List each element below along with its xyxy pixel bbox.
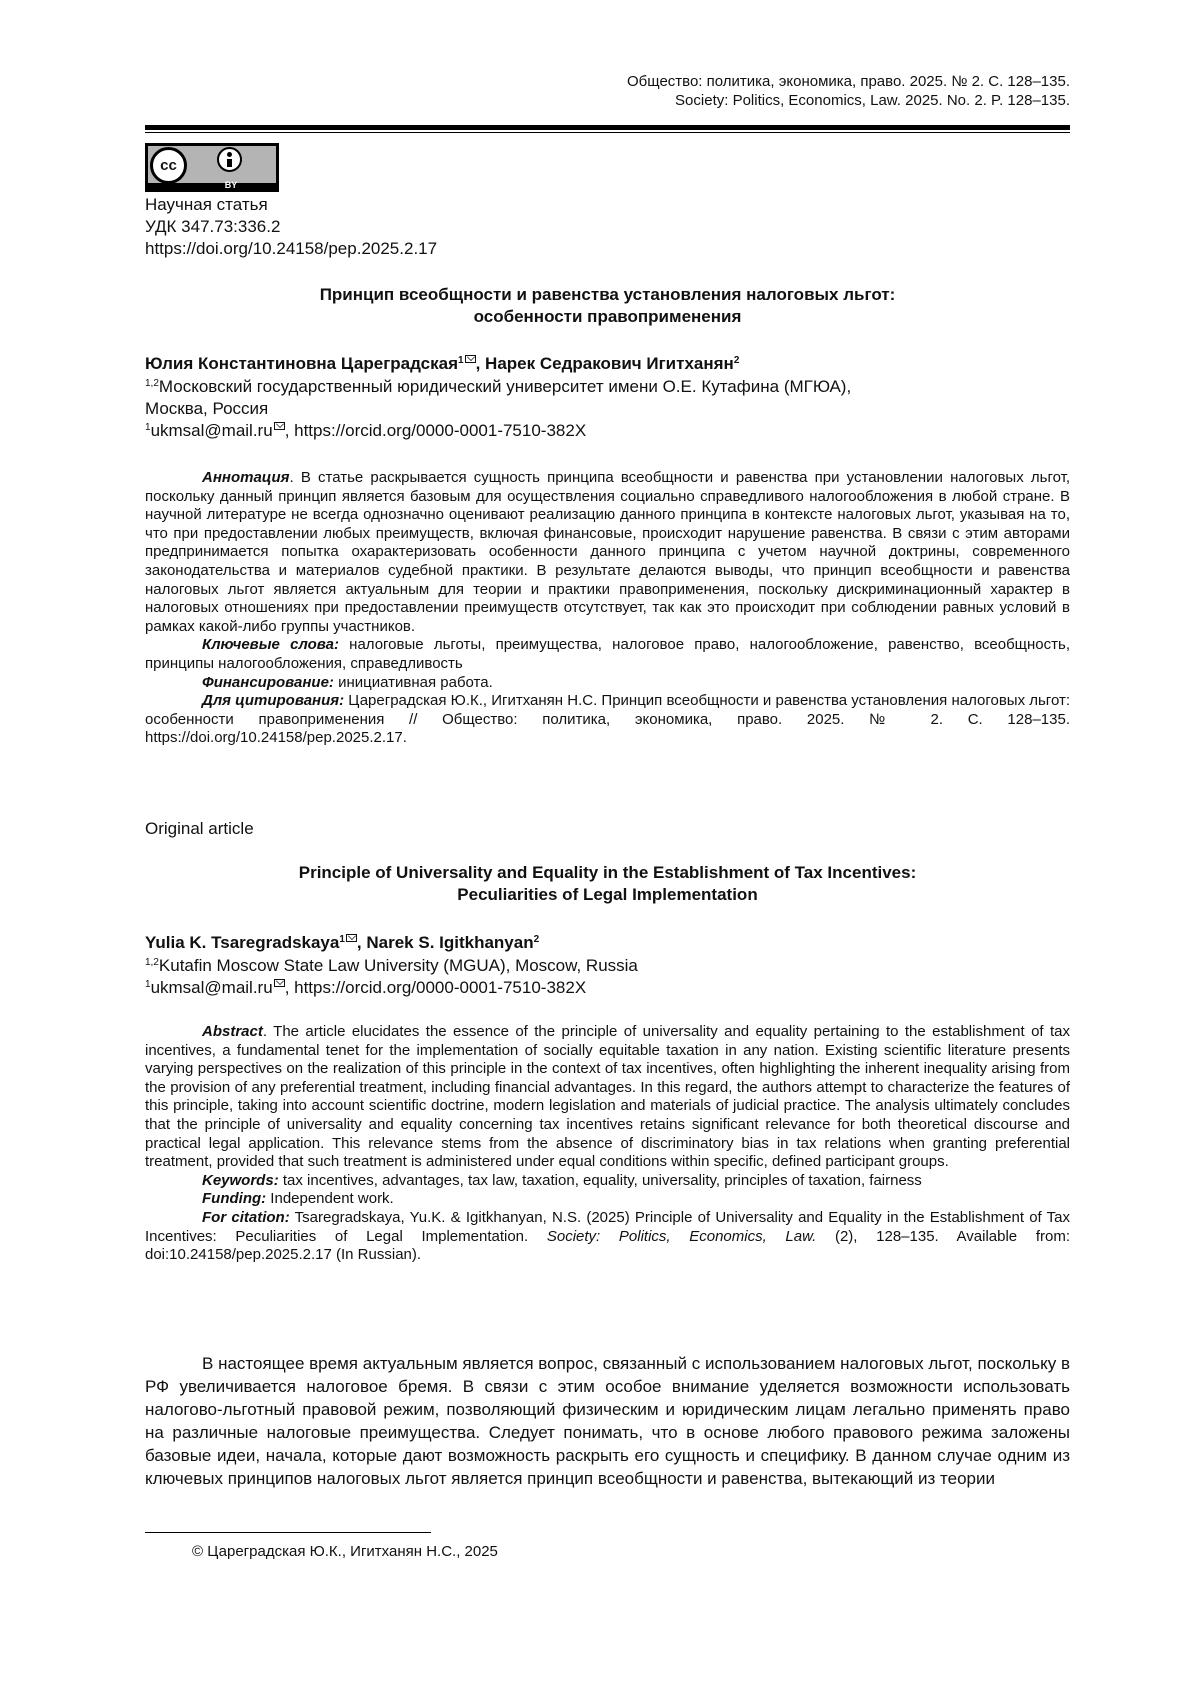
contact-en: $^1$ukmsal@mail.ru , https://orcid.org/0000-0001-7510-382X (145, 978, 587, 997)
title-en: Principle of Universality and Equality in the Establishment of Tax Incentives: Peculiarities of Legal Implementation (298, 863, 917, 904)
affiliation-ru: $^{1,2}$Московский государственный юридический университет имени О.Е. Кутафина (МГЮА), Москва, Россия $^1$ukmsal@mail.ru , https://orcid.org/0000-0001-7510-382X (145, 377, 852, 440)
envelope-icon (346, 934, 357, 942)
author2-name: Narek S. Igitkhanyan (366, 933, 534, 952)
abstract-en (145, 1023, 1070, 1265)
attribution-person-icon (217, 147, 242, 172)
citation-ru: Для цитирования: Цареградская Ю.К., Игитханян Н.С. Принцип всеобщности и равенства установления налоговых льгот: особенности правоприменения // Общество: политика, экономика, право. 2025. № 2. С. 128–135. https://doi.org/10.24158/pep.2025.2.17. (145, 692, 1070, 747)
copyright-footnote: © Цареградская Ю.К., Игитханян Н.С., 2025 (192, 1543, 498, 1560)
email-link[interactable]: ukmsal@mail.ru (150, 421, 273, 440)
envelope-icon (274, 979, 285, 987)
funding-en: Funding: Independent work. (202, 1190, 394, 1208)
authors-en: Yulia K. Tsaregradskaya$^1$ , Narek S. Igitkhanyan$^2$ (145, 933, 540, 952)
author1-name: Yulia K. Tsaregradskaya (145, 933, 340, 952)
body-paragraph: В настоящее время актуальным является вопрос, связанный с использованием налоговых льгот, поскольку в РФ увеличивается налоговое бремя. В связи с этим особое внимание уделяется возможности использовать налогово-льготный правовой режим, позволяющий физическим и юридическим лицам легально применять право на различные налоговые преимущества. Следует понимать, что в основе любого правового режима заложены базовые идеи, начала, которые дают возможность раскрыть его сущность и специфику. В данном случае одним из ключевых принципов налоговых льгот является принцип всеобщности и равенства, вытекающий из теории (145, 1354, 1070, 1488)
affiliation-en: $^{1,2}$Kutafin Moscow State Law University (MGUA), Moscow, Russia $^1$ukmsal@mail.ru , https://orcid.org/0000-0001-7510-382X (145, 956, 638, 997)
authors-ru: Юлия Константиновна Цареградская$^1$ , Нарек Седракович Игитханян$^2$ (145, 354, 740, 373)
by-label: BY (224, 180, 238, 190)
keywords-ru: Ключевые слова: налоговые льготы, преимущества, налоговое право, налогообложение, равенство, всеобщность, принципы налогообложения, справедливость (145, 636, 1070, 672)
keywords-en: Keywords: tax incentives, advantages, tax law, taxation, equality, universality, principles of taxation, fairness (202, 1171, 922, 1189)
running-head-en: Society: Politics, Economics, Law. 2025. No. 2. P. 128–135. (675, 92, 1070, 109)
running-head (145, 72, 1070, 110)
article-meta (145, 194, 437, 260)
orcid-link[interactable]: , https://orcid.org/0000-0001-7510-382X (284, 421, 587, 440)
envelope-icon (274, 422, 285, 430)
header-rule-thin (145, 132, 1070, 133)
citation-en: For citation: Tsaregradskaya, Yu.K. & Igitkhanyan, N.S. (2025) Principle of Universality and Equality in the Establishment of Tax Incentives: Peculiarities of Legal Implementation. Society: Politics, Economics, Law. (2), 128–135. Available from: doi:10.24158/pep.2025.2.17 (In Russian). (145, 1208, 1070, 1264)
udc-code: УДК 347.73:336.2 (145, 217, 281, 236)
author1-name: Юлия Константиновна Цареградская (145, 354, 459, 373)
orcid-link[interactable]: , https://orcid.org/0000-0001-7510-382X (284, 978, 587, 997)
article-type-ru: Научная статья (145, 195, 268, 214)
creative-commons-icon: cc (150, 147, 187, 184)
envelope-icon (465, 355, 476, 363)
abstract-ru-text: Аннотация. В статье раскрывается сущность принципа всеобщности и равенства при установлении налоговых льгот, поскольку данный принцип является базовым для осуществления социально справедливого налогообложения в любой стране. В научной литературе не всегда однозначно оценивают реализацию данного принципа в контексте налоговых льгот, указывая на то, что при предоставлении любых преимуществ, включая финансовые, происходит нарушение равенства. В связи с этим авторами предпринимается попытка охарактеризовать особенности данного принципа с учетом научной доктрины, современного законодательства и материалов судебной практики. В результате делаются выводы, что принцип всеобщности и равенства налоговых льгот является актуальным для теории и практики правоприменения, поскольку дискриминационный характер в налоговых отношениях при предоставлении преимуществ отсутствует, так как это происходит при соблюдении равных условий в рамках какой-либо группы участников. (145, 469, 1070, 635)
author2-name: Нарек Седракович Игитханян (485, 354, 734, 373)
doi-link[interactable]: https://doi.org/10.24158/pep.2025.2.17 (145, 239, 438, 258)
footnote-rule (145, 1532, 431, 1533)
cc-by-license-badge (145, 143, 279, 192)
abstract-en-text: Abstract. The article elucidates the essence of the principle of universality and equality pertaining to the establishment of tax incentives, a fundamental tenet for the implementation of socially equitable taxation in any nation. Existing scientific literature presents varying perspectives on the realization of this principle in the context of tax incentives, often highlighting the inherent inequality arising from the provision of any preferential treatment, including financial advantages. In this regard, the authors attempt to characterize the features of this principle, taking into account scientific doctrine, modern legislation and materials of judicial practice. The analysis ultimately concludes that the principle of universality and equality concerning tax incentives retains significant relevance for both theoretical discourse and practical legal application. This relevance stems from the absence of discriminatory bias in tax relations when granting preferential treatment, provided that such treatment is administered under equal conditions within specific, defined participant groups. (145, 1023, 1070, 1171)
funding-ru: Финансирование: инициативная работа. (202, 673, 493, 691)
contact-ru: $^1$ukmsal@mail.ru , https://orcid.org/0000-0001-7510-382X (145, 421, 587, 440)
running-head-ru: Общество: политика, экономика, право. 2025. № 2. С. 128–135. (627, 73, 1070, 90)
article-type-en: Original article (145, 819, 254, 838)
header-rule-thick (145, 125, 1070, 130)
email-link[interactable]: ukmsal@mail.ru (150, 978, 273, 997)
title-ru: Принцип всеобщности и равенства установления налоговых льгот: особенности правоприменения (319, 285, 896, 326)
body-text (145, 1352, 1070, 1490)
abstract-ru (145, 469, 1070, 748)
